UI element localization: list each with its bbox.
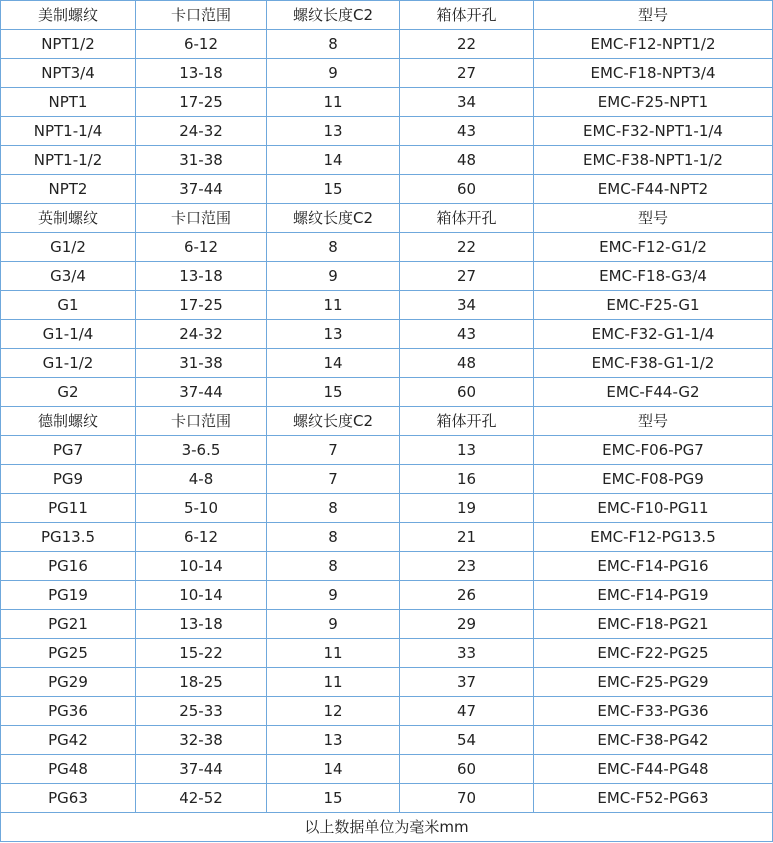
table-row xyxy=(1,668,773,697)
header-thread-type: 美制螺纹 xyxy=(1,1,136,30)
cell-thread-length: 8 xyxy=(267,552,400,581)
header-box-hole: 箱体开孔 xyxy=(400,407,534,436)
table-row xyxy=(1,262,773,291)
cell-model: EMC-F12-NPT1/2 xyxy=(534,30,773,59)
section-header-row xyxy=(1,1,773,30)
table-row xyxy=(1,175,773,204)
cell-thread-length: 11 xyxy=(267,88,400,117)
cell-thread-length: 14 xyxy=(267,146,400,175)
cell-thread: PG11 xyxy=(1,494,136,523)
cell-box-hole: 34 xyxy=(400,291,534,320)
cell-box-hole: 16 xyxy=(400,465,534,494)
cell-thread: G1-1/4 xyxy=(1,320,136,349)
cell-box-hole: 43 xyxy=(400,320,534,349)
cell-clamp-range: 6-12 xyxy=(136,523,267,552)
cell-model: EMC-F25-PG29 xyxy=(534,668,773,697)
cell-thread: G1-1/2 xyxy=(1,349,136,378)
header-thread-type: 英制螺纹 xyxy=(1,204,136,233)
cell-thread-length: 11 xyxy=(267,291,400,320)
cell-thread-length: 11 xyxy=(267,668,400,697)
cell-thread: G1 xyxy=(1,291,136,320)
table-row xyxy=(1,88,773,117)
cell-clamp-range: 18-25 xyxy=(136,668,267,697)
cell-box-hole: 60 xyxy=(400,755,534,784)
cell-clamp-range: 4-8 xyxy=(136,465,267,494)
cell-model: EMC-F18-NPT3/4 xyxy=(534,59,773,88)
cell-box-hole: 27 xyxy=(400,262,534,291)
cell-thread: PG7 xyxy=(1,436,136,465)
cell-thread: NPT1-1/4 xyxy=(1,117,136,146)
cell-thread: PG42 xyxy=(1,726,136,755)
table-row xyxy=(1,755,773,784)
cell-box-hole: 19 xyxy=(400,494,534,523)
table-row xyxy=(1,639,773,668)
cell-model: EMC-F38-NPT1-1/2 xyxy=(534,146,773,175)
cell-thread-length: 11 xyxy=(267,639,400,668)
cell-box-hole: 23 xyxy=(400,552,534,581)
cell-thread: G2 xyxy=(1,378,136,407)
cell-box-hole: 70 xyxy=(400,784,534,813)
cell-model: EMC-F38-G1-1/2 xyxy=(534,349,773,378)
cell-clamp-range: 13-18 xyxy=(136,262,267,291)
section-header-row xyxy=(1,407,773,436)
cell-thread: PG36 xyxy=(1,697,136,726)
cell-thread: PG16 xyxy=(1,552,136,581)
table-row xyxy=(1,784,773,813)
cell-box-hole: 29 xyxy=(400,610,534,639)
cell-model: EMC-F14-PG16 xyxy=(534,552,773,581)
cell-clamp-range: 15-22 xyxy=(136,639,267,668)
cell-box-hole: 33 xyxy=(400,639,534,668)
cell-thread-length: 9 xyxy=(267,581,400,610)
cell-thread: NPT1 xyxy=(1,88,136,117)
cell-model: EMC-F10-PG11 xyxy=(534,494,773,523)
table-row xyxy=(1,320,773,349)
cell-clamp-range: 37-44 xyxy=(136,378,267,407)
cell-thread: PG25 xyxy=(1,639,136,668)
cell-clamp-range: 25-33 xyxy=(136,697,267,726)
table-row xyxy=(1,117,773,146)
cell-clamp-range: 17-25 xyxy=(136,88,267,117)
cell-model: EMC-F25-NPT1 xyxy=(534,88,773,117)
spec-table-body xyxy=(1,1,773,842)
cell-thread-length: 8 xyxy=(267,494,400,523)
cell-box-hole: 60 xyxy=(400,378,534,407)
cell-box-hole: 22 xyxy=(400,233,534,262)
cell-box-hole: 26 xyxy=(400,581,534,610)
cell-model: EMC-F32-G1-1/4 xyxy=(534,320,773,349)
header-box-hole: 箱体开孔 xyxy=(400,1,534,30)
unit-note: 以上数据单位为毫米mm xyxy=(1,813,773,842)
cell-clamp-range: 37-44 xyxy=(136,175,267,204)
table-row xyxy=(1,291,773,320)
header-thread-length: 螺纹长度C2 xyxy=(267,1,400,30)
table-row xyxy=(1,233,773,262)
cell-thread: PG13.5 xyxy=(1,523,136,552)
cell-thread-length: 9 xyxy=(267,610,400,639)
cell-box-hole: 13 xyxy=(400,436,534,465)
cell-clamp-range: 24-32 xyxy=(136,117,267,146)
cell-thread-length: 12 xyxy=(267,697,400,726)
cell-model: EMC-F25-G1 xyxy=(534,291,773,320)
cell-thread: PG21 xyxy=(1,610,136,639)
cell-model: EMC-F38-PG42 xyxy=(534,726,773,755)
cell-thread: G3/4 xyxy=(1,262,136,291)
cell-thread-length: 7 xyxy=(267,436,400,465)
cell-thread: NPT3/4 xyxy=(1,59,136,88)
table-row xyxy=(1,378,773,407)
cell-clamp-range: 3-6.5 xyxy=(136,436,267,465)
table-row xyxy=(1,30,773,59)
cell-clamp-range: 31-38 xyxy=(136,146,267,175)
cell-thread: NPT1-1/2 xyxy=(1,146,136,175)
cell-clamp-range: 17-25 xyxy=(136,291,267,320)
cell-clamp-range: 6-12 xyxy=(136,30,267,59)
table-row xyxy=(1,59,773,88)
table-row xyxy=(1,581,773,610)
header-thread-type: 德制螺纹 xyxy=(1,407,136,436)
footer-row xyxy=(1,813,773,842)
cell-model: EMC-F44-PG48 xyxy=(534,755,773,784)
table-row xyxy=(1,146,773,175)
cell-thread: NPT1/2 xyxy=(1,30,136,59)
cell-model: EMC-F18-PG21 xyxy=(534,610,773,639)
header-thread-length: 螺纹长度C2 xyxy=(267,407,400,436)
cell-box-hole: 37 xyxy=(400,668,534,697)
cell-box-hole: 34 xyxy=(400,88,534,117)
cell-model: EMC-F12-PG13.5 xyxy=(534,523,773,552)
cell-thread: NPT2 xyxy=(1,175,136,204)
cell-thread: PG19 xyxy=(1,581,136,610)
cell-box-hole: 48 xyxy=(400,146,534,175)
cell-thread-length: 9 xyxy=(267,262,400,291)
cell-thread-length: 15 xyxy=(267,378,400,407)
cell-thread-length: 8 xyxy=(267,233,400,262)
cell-thread-length: 9 xyxy=(267,59,400,88)
cell-model: EMC-F44-G2 xyxy=(534,378,773,407)
cell-model: EMC-F06-PG7 xyxy=(534,436,773,465)
cell-thread-length: 8 xyxy=(267,30,400,59)
cell-clamp-range: 32-38 xyxy=(136,726,267,755)
cell-model: EMC-F22-PG25 xyxy=(534,639,773,668)
cell-thread: PG48 xyxy=(1,755,136,784)
cell-clamp-range: 42-52 xyxy=(136,784,267,813)
cell-clamp-range: 6-12 xyxy=(136,233,267,262)
table-row xyxy=(1,523,773,552)
cell-clamp-range: 5-10 xyxy=(136,494,267,523)
cell-model: EMC-F52-PG63 xyxy=(534,784,773,813)
cell-clamp-range: 13-18 xyxy=(136,610,267,639)
cell-thread-length: 15 xyxy=(267,175,400,204)
cell-thread-length: 13 xyxy=(267,726,400,755)
cell-box-hole: 27 xyxy=(400,59,534,88)
header-clamp-range: 卡口范围 xyxy=(136,204,267,233)
cell-model: EMC-F32-NPT1-1/4 xyxy=(534,117,773,146)
cell-model: EMC-F12-G1/2 xyxy=(534,233,773,262)
table-row xyxy=(1,610,773,639)
cell-model: EMC-F08-PG9 xyxy=(534,465,773,494)
cell-box-hole: 54 xyxy=(400,726,534,755)
header-clamp-range: 卡口范围 xyxy=(136,1,267,30)
cell-thread-length: 13 xyxy=(267,320,400,349)
table-row xyxy=(1,697,773,726)
header-model: 型号 xyxy=(534,1,773,30)
header-model: 型号 xyxy=(534,204,773,233)
cell-box-hole: 47 xyxy=(400,697,534,726)
section-header-row xyxy=(1,204,773,233)
table-row xyxy=(1,465,773,494)
cell-model: EMC-F44-NPT2 xyxy=(534,175,773,204)
header-model: 型号 xyxy=(534,407,773,436)
table-row xyxy=(1,494,773,523)
cell-thread-length: 7 xyxy=(267,465,400,494)
cell-thread: PG63 xyxy=(1,784,136,813)
header-box-hole: 箱体开孔 xyxy=(400,204,534,233)
table-row xyxy=(1,349,773,378)
cell-box-hole: 22 xyxy=(400,30,534,59)
cell-thread-length: 14 xyxy=(267,349,400,378)
cell-box-hole: 43 xyxy=(400,117,534,146)
cell-box-hole: 60 xyxy=(400,175,534,204)
cell-thread: PG29 xyxy=(1,668,136,697)
cell-box-hole: 21 xyxy=(400,523,534,552)
cell-clamp-range: 37-44 xyxy=(136,755,267,784)
table-row xyxy=(1,552,773,581)
header-thread-length: 螺纹长度C2 xyxy=(267,204,400,233)
cell-model: EMC-F18-G3/4 xyxy=(534,262,773,291)
cell-thread-length: 13 xyxy=(267,117,400,146)
cell-clamp-range: 10-14 xyxy=(136,552,267,581)
cell-clamp-range: 10-14 xyxy=(136,581,267,610)
header-clamp-range: 卡口范围 xyxy=(136,407,267,436)
cell-model: EMC-F14-PG19 xyxy=(534,581,773,610)
cell-thread-length: 14 xyxy=(267,755,400,784)
table-row xyxy=(1,436,773,465)
cell-thread: G1/2 xyxy=(1,233,136,262)
cell-clamp-range: 13-18 xyxy=(136,59,267,88)
cell-thread-length: 8 xyxy=(267,523,400,552)
cell-thread-length: 15 xyxy=(267,784,400,813)
cell-model: EMC-F33-PG36 xyxy=(534,697,773,726)
cell-clamp-range: 24-32 xyxy=(136,320,267,349)
cell-thread: PG9 xyxy=(1,465,136,494)
table-row xyxy=(1,726,773,755)
cell-box-hole: 48 xyxy=(400,349,534,378)
cell-clamp-range: 31-38 xyxy=(136,349,267,378)
